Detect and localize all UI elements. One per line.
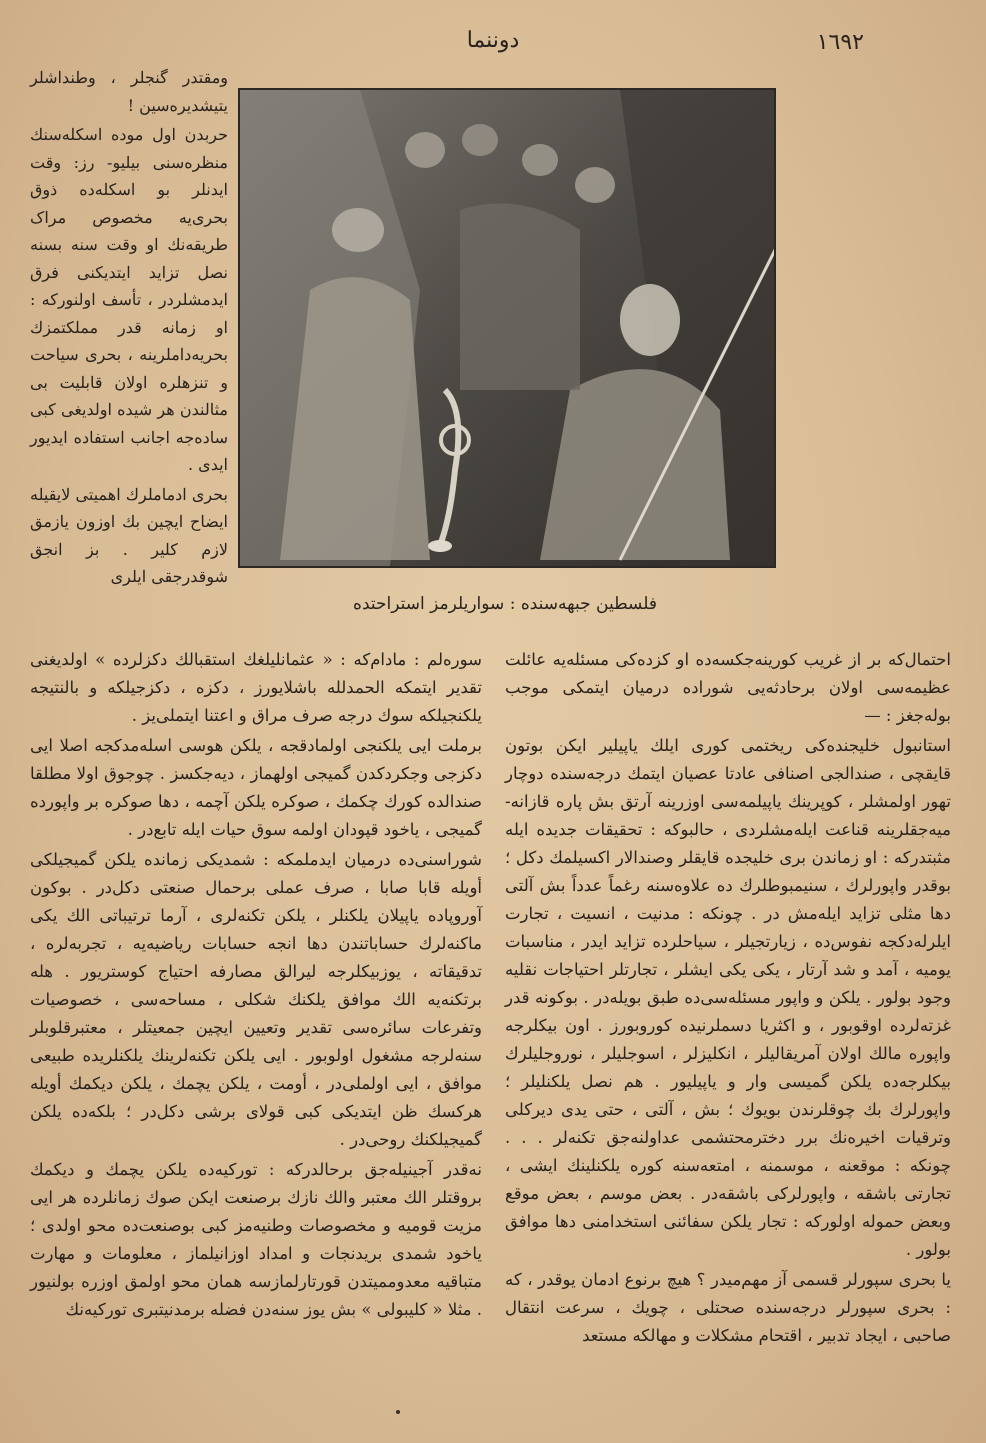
paragraph: استانبول خلیجنده‌کی ریختمی کوری ایلك یاپیلیر ایکن بوتون قایقچی ، صندالجی اصنافی عادتا عصیان ایتمك درجه‌سنده دوچار تهور اولمشلر ، کوپرینك یاپیلمه‌سی اوزرینه آرتق بش پاره قازانه- میه‌جقلرینه قناعت ایله‌مشلردی ، حالبوکه : تحقیقات جدیده ایله مثبتدرکه : او زماندن بری خلیجده قایقلر وصندالار اکسیلمك دکل ؛ بوقدر واپورلرك ، سنیمبوطلرك ده علاوه‌سنه رغماً عدداً بش آلتی دها مثلی تزاید ایله‌مش در . چونکه : مدنیت ، انسیت ، تجارت ایلرله‌دکجه نفوس‌ده ، زیارتجیلر ، سیاحلرده تزاید ایدر ، مناسبات یومیه ، آمد و شد آرتار ، یکی یکی ایشلر ، تجارتلر احتیاجات نقلیه وجود بولور . یلکن و واپور مسئله‌سی‌ده طبق بویله‌در . بوکونه قدر غزته‌لرده اوقوبور ، و اکثریا دسملرنیده کوروبورز . اون بیکلرجه واپوره مالك اولان آمریقالیلر ، انکلیزلر ، اسوجلیلر ، نوروجلیلرك بیکلرجه‌ده یلکن گمیسی وار و یاپیلیور . هم نصل یلکنلیلر ؛ واپورلرك بك چوقلرندن بویوك ؛ بش ، آلتی ، حتی یدی دیرکلی وترقیات اخیره‌نك برر دخترمحتشمی عداولنه‌جق تکنه‌لر . . . چونکه : موقعنه ، موسمنه ، امتعه‌سنه کوره یلکنلینك ایشی ، تجارتی باشقه ، واپورلرکی باشقه‌در . بعض موسم ، بعض موقع وبعض حموله اولورکه : تجار یلکن سفائنی استخدامنی دها موافق بولور . [505,736,951,1259]
left-column [30,646,482,1326]
page-number: ١٦٩٢ [816,30,864,55]
publication-title: دوننما [466,28,520,53]
paragraph: یا بحری سپورلر قسمی آز مهم‌میدر ؟ هیچ برنوع ادمان یوقدر ، که : بحری سپورلر درجه‌سنده صحتلی ، چویك ، سرعت انتقال صاحبی ، ایجاد تدبیر ، اقتحام مشکلات و مهالکه مستعد [505,1270,951,1345]
print-speck [396,1410,400,1414]
paragraph: ومقتدر گنجلر ، وطنداشلر یتیشدیره‌سین ! [30,68,228,115]
photo-icon [240,90,774,566]
paragraph: احتمال‌که‌ بر از غریب کورینه‌جکسه‌ده او کزده‌کی مسئله‌یه عائلت عظیمه‌سی اولان برحادثه‌یی شورا‌ده درمیان ایتمکی موجب بوله‌جغز : — [505,650,951,725]
sidebar-column [30,64,228,593]
trench-photograph [238,88,776,568]
paragraph: شوراسنی‌ده درمیان ایدملمکه : شمدیکی زمانده یلکن گمیجیلکی أویله قابا صابا ، صرف عملی برحمال صنعتی دکل‌در . بوکون آوروپاده یاپیلان یلکنلر ، یلکن تکنه‌لری ، آرما ترتیباتی الك یکی ماکنه‌لرك حساباتندن دها انجه حسابات ریاضیه‌یه ، تجربه‌لره ، تدقیقاته ، یوزبیکلرجه لیرالق مصارفه احتیاج کوستریور . هله برتکنه‌یه الك موافق یلکنك شکلی ، مساحه‌سی ، خصوصیات وتفرعات سائره‌سی تقدیر وتعیین ایچین جمعیتلر ، معتبرقلوبلر سنه‌لرجه مشغول اولوبور . ایی یلکن تکنه‌لرینك یلکنلریده طبیعی موافق ، ایی اولملی‌در ، أومت ، یلکن یچمك ، یلکن دیکمك أویله هرکسك ظن ایتدیکی کبی قولای برشی دکل‌در ؛ بلکه‌ده یلکن گمیجیلکنك روحی‌در . [30,850,482,1149]
paragraph: برملت ایی یلکنجی اولمادقجه ، یلکن هوسی اسله‌مدکجه اصلا ایی دکزجی وجکردکدن گمیجی اولهماز ، دیه‌جکسز . چوجوق اولا مطلقا صندالده کورك چکمك ، صوکره یلکن آچمه ، دها صوکره بر واپورده گمیجی ، یاخود قپودان اولمه سوق حیات ایله تابع‌در . [30,736,482,839]
paragraph: بحری ادماملرك اهمیتی لایقیله ایضاح ایچین بك اوزون یازمق لازم کلیر . بز انجق شوقدرجقی ایلری [30,484,228,586]
paragraph: سوره‌لم : مادام‌که : « عثمانلیلغك استقبالك دکزلرده » اولدیغنی تقدیر ایتمکه الحمدلله باشلایورز ، دکزه ، دکزجیلکه و بالنتیجه یلکنجیلکه سوك درجه صرف مراق و اعتنا ایتملی‌یز . [30,650,482,725]
paragraph: حربدن اول موده اسکله‌سنك منظره‌سنی بیلیو- رز: وقت ایدنلر بو اسکله‌ده ذوق بحری‌یه مخصوص مراک طریقه‌نك او وقت سنه بسنه نصل تزاید ایتدیکنی فرق ایدمشلردر ، تأسف اولنورکه : او زمانه قدر مملکتمزك بحریه‌داملرینه ، بحری سیاحت و تنزهلره اولان قابلیت بی مثالندن هر شیده اولدیغی کبی ساده‌جه اجانب استفاده ایدیور ایدی . [30,125,228,474]
right-column [505,646,951,1352]
photo-caption: فلسطین جبهه‌سنده : سواریلرمز استراحتده [353,594,657,614]
paragraph: نه‌قدر آجینیله‌جق برحالدرکه : تورکیه‌ده یلکن یچمك و دیکمك بروقتلر الك معتبر والك نازك برصنعت ایکن صوك زمانلرده هر ایی مزیت قومیه و مخصوصات وطنیه‌مز کبی بوصنعت‌ده محو اولدی ؛ یاخود شمدی بریدنجات و امداد اوزانیلماز ، معلومات و مهارت متباقیه معدوممیتدن قورتارلمازسه همان محو اولمق اوزره بولنیور . مثلا « کلیبولی » بش یوز سنه‌دن فضله برمدنیتبری تورکیه‌نك [30,1160,482,1319]
